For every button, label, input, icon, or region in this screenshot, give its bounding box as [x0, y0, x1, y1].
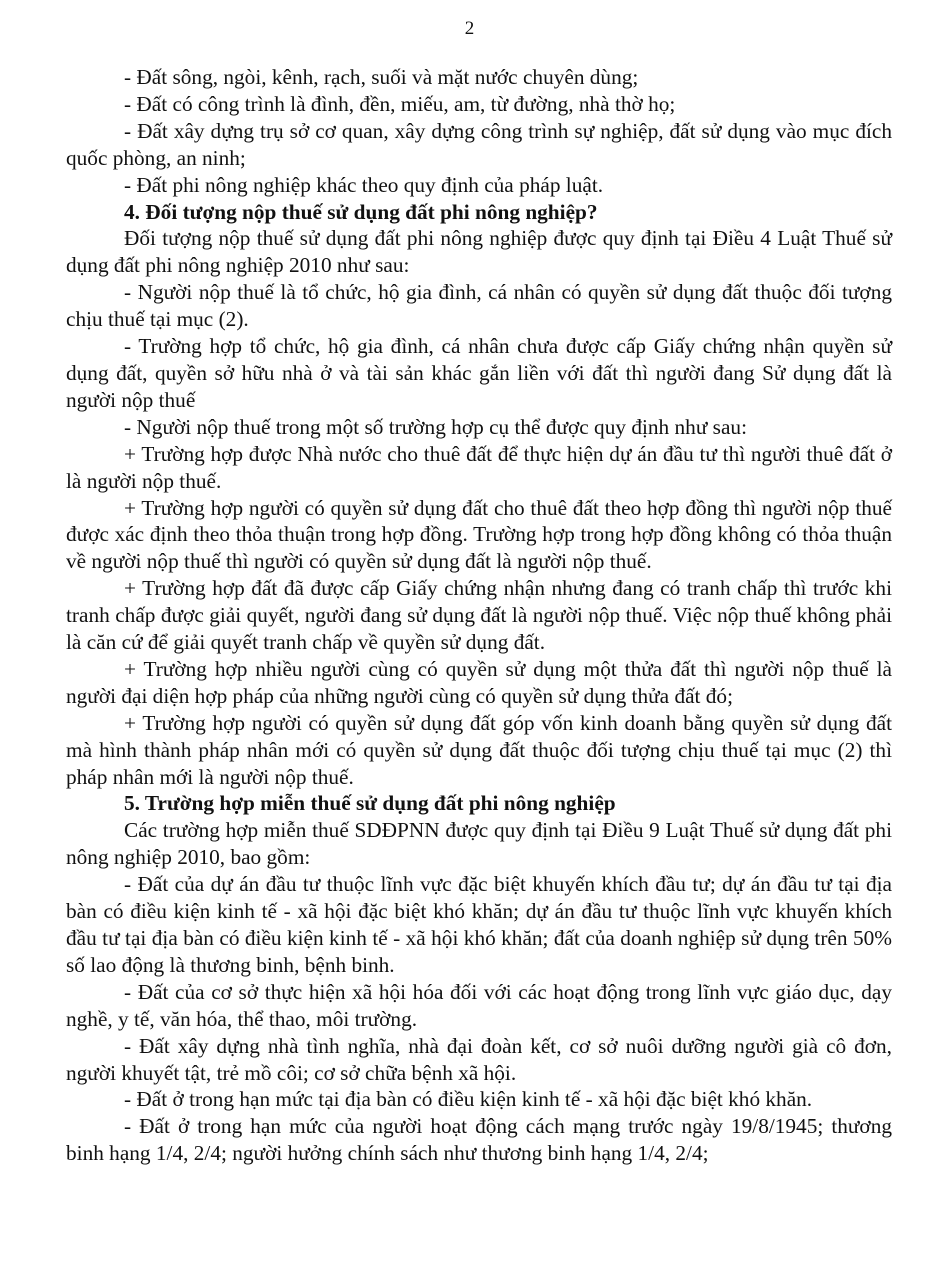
- body-paragraph: - Đất có công trình là đình, đền, miếu, am, từ đường, nhà thờ họ;: [124, 91, 676, 116]
- body-paragraph: - Đất sông, ngòi, kênh, rạch, suối và mặt nước chuyên dùng;: [124, 65, 639, 89]
- body-paragraph: - Đất xây dựng trụ sở cơ quan, xây dựng công trình sự nghiệp, đất sử dụng vào mục đích quốc phòng, an ninh;: [66, 118, 892, 170]
- section-heading: 5. Trường hợp miễn thuế sử dụng đất phi nông nghiệp: [124, 791, 616, 816]
- page-number: 2: [464, 18, 475, 39]
- body-paragraph: - Đất của dự án đầu tư thuộc lĩnh vực đặc biệt khuyến khích đầu tư; dự án đầu tư tại địa bàn có điều kiện kinh tế - xã hội đặc biệt khó khăn; dự án đầu tư thuộc lĩnh vực khuyến khích đầu tư tại địa bàn có điều kiện kinh tế - xã hội khó khăn; đất của doanh nghiệp sử dụng trên 50% số lao động là thương binh, bệnh binh.: [66, 872, 892, 977]
- body-paragraph: Đối tượng nộp thuế sử dụng đất phi nông nghiệp được quy định tại Điều 4 Luật Thuế sử dụng đất phi nông nghiệp 2010 như sau:: [66, 226, 892, 278]
- body-paragraph: + Trường hợp đất đã được cấp Giấy chứng nhận nhưng đang có tranh chấp thì trước khi tranh chấp được giải quyết, người đang sử dụng đất là người nộp thuế. Việc nộp thuế không phải là căn cứ để giải quyết tranh chấp về quyền sử dụng đất.: [66, 576, 892, 655]
- body-paragraph: + Trường hợp nhiều người cùng có quyền sử dụng một thửa đất thì người nộp thuế là người đại diện hợp pháp của những người cùng có quyền sử dụng thửa đất đó;: [66, 656, 892, 708]
- body-paragraph: - Trường hợp tổ chức, hộ gia đình, cá nhân chưa được cấp Giấy chứng nhận quyền sử dụng đất, quyền sở hữu nhà ở và tài sản khác gắn liền với đất thì người đang Sử dụng đất là người nộp thuế: [66, 334, 892, 412]
- body-paragraph: - Đất phi nông nghiệp khác theo quy định của pháp luật.: [124, 172, 604, 197]
- body-paragraph: - Người nộp thuế trong một số trường hợp cụ thể được quy định như sau:: [124, 414, 747, 439]
- document-body: [66, 64, 892, 1167]
- body-paragraph: - Đất ở trong hạn mức tại địa bàn có điều kiện kinh tế - xã hội đặc biệt khó khăn.: [124, 1087, 813, 1112]
- body-paragraph: - Đất ở trong hạn mức của người hoạt động cách mạng trước ngày 19/8/1945; thương binh hạng 1/4, 2/4; người hưởng chính sách như thương binh hạng 1/4, 2/4;: [66, 1114, 892, 1166]
- body-paragraph: - Đất xây dựng nhà tình nghĩa, nhà đại đoàn kết, cơ sở nuôi dưỡng người già cô đơn, người khuyết tật, trẻ mồ côi; cơ sở chữa bệnh xã hội.: [66, 1033, 892, 1085]
- body-paragraph: + Trường hợp người có quyền sử dụng đất cho thuê đất theo hợp đồng thì người nộp thuế được xác định theo thỏa thuận trong hợp đồng. Trường hợp trong hợp đồng không có thỏa thuận về người nộp thuế thì người có quyền sử dụng đất là người nộp thuế.: [66, 495, 892, 574]
- body-paragraph: + Trường hợp người có quyền sử dụng đất góp vốn kinh doanh bằng quyền sử dụng đất mà hình thành pháp nhân mới có quyền sử dụng đất thuộc đối tượng chịu thuế tại mục (2) thì pháp nhân mới là người nộp thuế.: [66, 710, 892, 789]
- body-paragraph: Các trường hợp miễn thuế SDĐPNN được quy định tại Điều 9 Luật Thuế sử dụng đất phi nông nghiệp 2010, bao gồm:: [66, 818, 892, 870]
- body-paragraph: - Người nộp thuế là tổ chức, hộ gia đình, cá nhân có quyền sử dụng đất thuộc đối tượng chịu thuế tại mục (2).: [66, 280, 892, 332]
- section-heading: 4. Đối tượng nộp thuế sử dụng đất phi nông nghiệp?: [124, 199, 598, 224]
- body-paragraph: - Đất của cơ sở thực hiện xã hội hóa đối với các hoạt động trong lĩnh vực giáo dục, dạy nghề, y tế, văn hóa, thể thao, môi trường.: [66, 979, 892, 1031]
- body-paragraph: + Trường hợp được Nhà nước cho thuê đất để thực hiện dự án đầu tư thì người thuê đất ở là người nộp thuế.: [66, 441, 892, 493]
